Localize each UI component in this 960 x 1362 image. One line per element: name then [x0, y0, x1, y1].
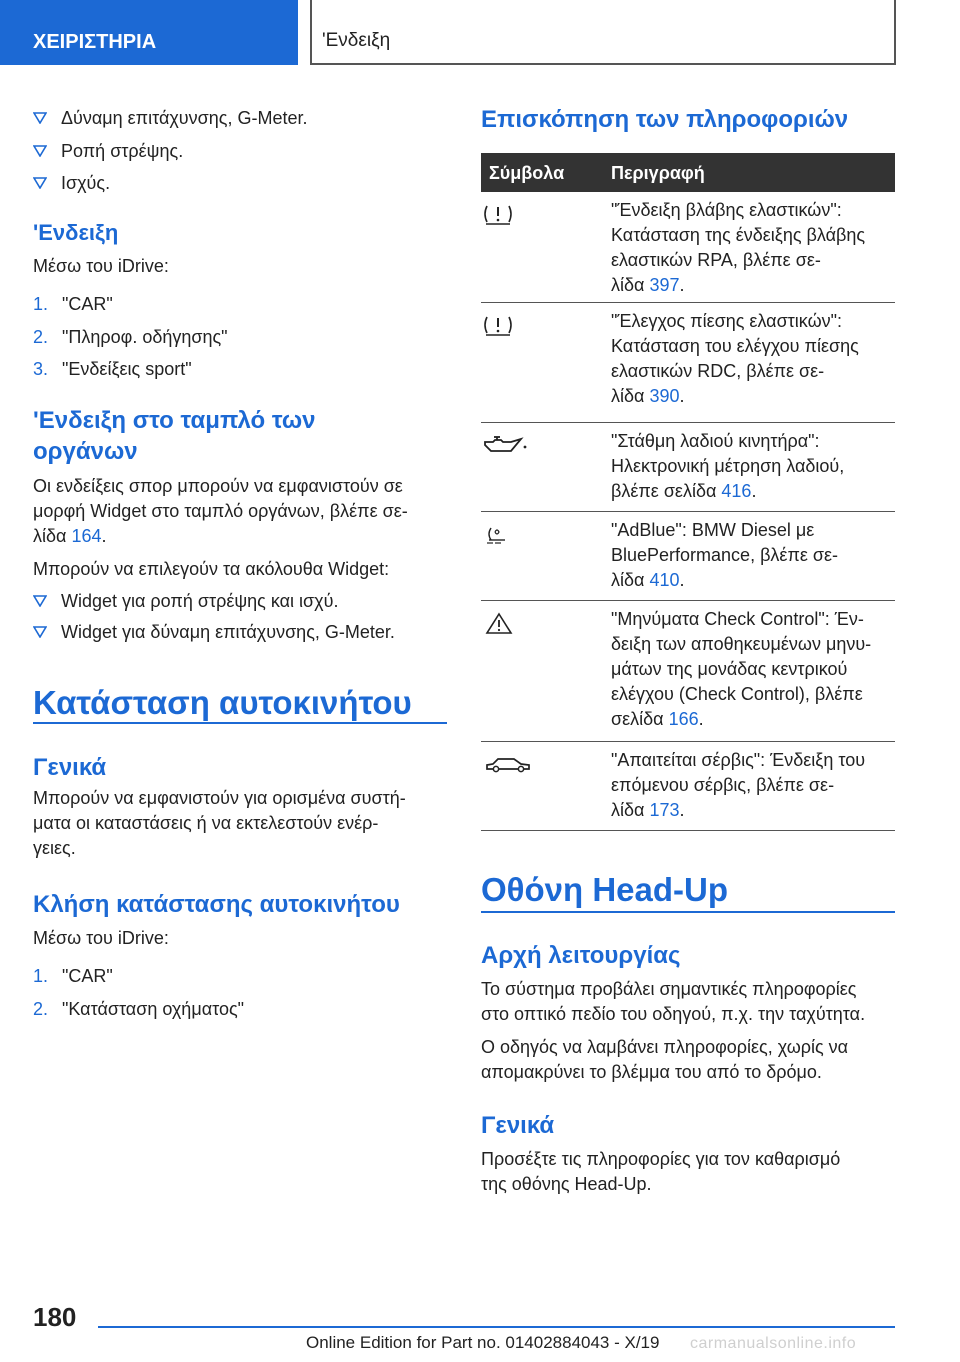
row-description: "Ένδειξη βλάβης ελαστικών": Κατάσταση της ένδειξης βλάβης ελαστικών RPA, βλέπε σε- λίδα 397.: [611, 200, 866, 295]
page-link[interactable]: 164: [71, 526, 102, 546]
column-header-symbols: Σύμβολα: [489, 163, 565, 183]
row-description: "Μηνύματα Check Control": Έν- δειξη των αποθηκευμένων μηνυ- μάτων της μονάδας κεντρικού ελέγχου (Check Control), βλέπε σελίδα 166.: [611, 609, 872, 729]
section-heading: Αρχή λειτουργίας: [481, 942, 681, 969]
row-description: "Στάθμη λαδιού κινητήρα": Ηλεκτρονική μέτρηση λαδιού, βλέπε σελίδα 416.: [611, 431, 845, 501]
warning-triangle-icon: [481, 611, 541, 635]
chapter-header: [310, 0, 896, 65]
section-heading: Γενικά: [481, 1112, 555, 1139]
triangle-bullet-icon: [33, 177, 47, 189]
table-header: [481, 153, 895, 192]
table-row: [481, 423, 895, 512]
edition-text: Online Edition for Part no. 01402884043 - X/19: [306, 1333, 660, 1352]
page-link[interactable]: 397: [649, 275, 680, 295]
triangle-bullet-icon: [33, 626, 47, 638]
section-heading: 'Ενδειξη: [33, 220, 119, 245]
section-heading: 'Ενδειξη στο ταμπλό των οργάνων: [33, 407, 316, 465]
section-tab: [0, 0, 298, 65]
page-link[interactable]: 390: [649, 386, 680, 406]
table-row: [481, 601, 895, 742]
row-description: "Απαιτείται σέρβις": Ένδειξη του επόμενου σέρβις, βλέπε σε- λίδα 173.: [611, 750, 866, 820]
chapter-title: 'Ενδειξη: [322, 30, 391, 51]
section-heading: Επισκόπηση των πληροφοριών: [481, 106, 849, 133]
table-row: [481, 742, 895, 831]
triangle-bullet-icon: [33, 145, 47, 157]
row-description: "Έλεγχος πίεσης ελαστικών": Κατάσταση του ελέγχου πίεσης ελαστικών RDC, βλέπε σε- λίδα 390.: [611, 311, 859, 406]
body-text: Μέσω του iDrive:: [33, 928, 169, 948]
row-description: "AdBlue": BMW Diesel με BluePerformance, βλέπε σε- λίδα 410.: [611, 520, 839, 590]
page-link[interactable]: 416: [721, 481, 752, 501]
tire-pressure-icon: [481, 313, 541, 337]
body-text: Μέσω του iDrive:: [33, 256, 169, 276]
section-heading: Κλήση κατάστασης αυτοκινήτου: [33, 891, 400, 918]
adblue-icon: [481, 522, 541, 546]
heading-rule: [33, 722, 447, 724]
tire-warning-icon: [481, 202, 541, 226]
page-link[interactable]: 166: [668, 709, 699, 729]
body-text: Μπορούν να εμφανιστούν για ορισμένα συστή- ματα οι καταστάσεις ή να εκτελεστούν ενέρ- γειες.: [33, 788, 406, 858]
section-heading: Γενικά: [33, 754, 107, 781]
page-number: 180: [33, 1302, 77, 1332]
chapter-heading: Κατάσταση αυτοκινήτου: [33, 684, 412, 721]
page-link[interactable]: 410: [649, 570, 680, 590]
body-text: Οι ενδείξεις σπορ μπορούν να εμφανιστούν σε μορφή Widget στο ταμπλό οργάνων, βλέπε σε- λίδα 164.: [33, 476, 408, 546]
table-row: [481, 192, 895, 303]
body-text: Μπορούν να επιλεγούν τα ακόλουθα Widget:: [33, 559, 390, 579]
car-service-icon: [481, 752, 541, 776]
column-header-description: Περιγραφή: [611, 163, 705, 183]
chapter-heading: Οθόνη Head-Up: [481, 871, 729, 908]
section-title: ΧΕΙΡΙΣΤΗΡΙΑ: [33, 31, 157, 53]
oil-can-icon: [481, 433, 541, 457]
body-text: Ο οδηγός να λαμβάνει πληροφορίες, χωρίς να απομακρύνει το βλέμμα του από το δρόμο.: [481, 1037, 849, 1082]
page-link[interactable]: 173: [649, 800, 680, 820]
body-text: Προσέξτε τις πληροφορίες για τον καθαρισμό της οθόνης Head-Up.: [481, 1149, 841, 1194]
triangle-bullet-icon: [33, 112, 47, 124]
footer-rule: [98, 1326, 895, 1328]
table-row: [481, 512, 895, 601]
table-row: [481, 303, 895, 423]
watermark: carmanualsonline.info: [690, 1335, 857, 1352]
heading-rule: [481, 911, 895, 913]
triangle-bullet-icon: [33, 595, 47, 607]
body-text: Το σύστημα προβάλει σημαντικές πληροφορίες στο οπτικό πεδίο του οδηγού, π.χ. την ταχύτητα.: [481, 979, 866, 1024]
